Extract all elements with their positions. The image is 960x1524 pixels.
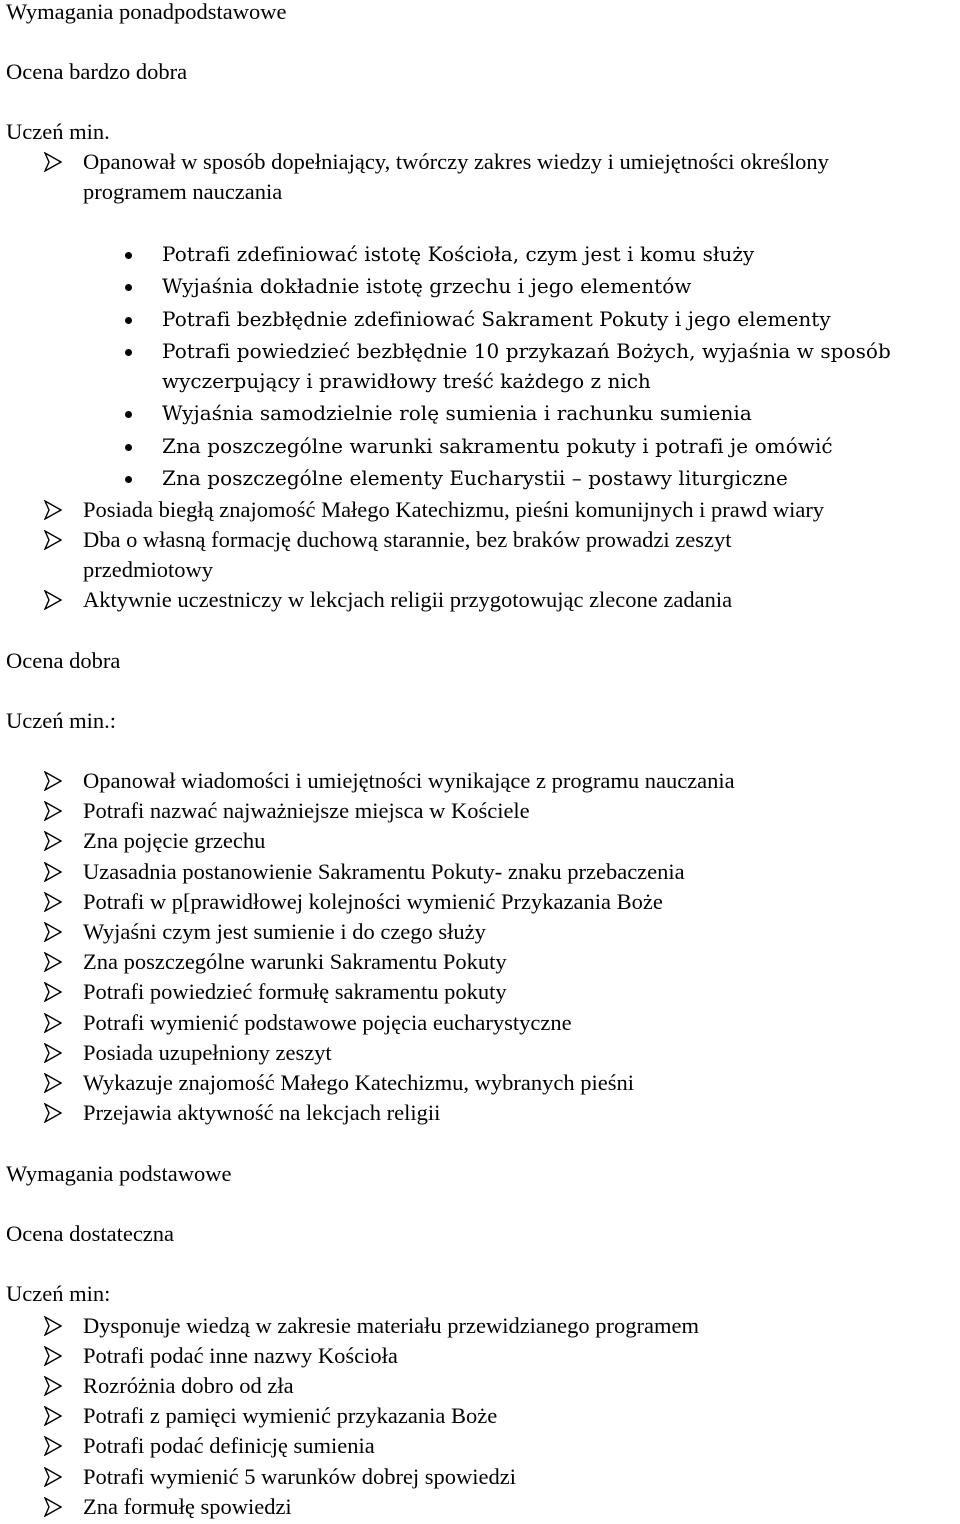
list-item-text: Wyjaśni czym jest sumienie i do czego służy [83, 919, 486, 944]
list-item-text: Zna poszczególne warunki sakramentu pokuty i potrafi je omówić [162, 434, 833, 458]
list-item-text: Przejawia aktywność na lekcjach religii [83, 1100, 441, 1126]
list-item-text: Opanował wiadomości i umiejętności wynikające z programu nauczania [83, 768, 735, 793]
arrow-bullet-icon [44, 1467, 62, 1487]
list-item-text: Potrafi wymienić 5 warunków dobrej spowiedzi [83, 1463, 517, 1489]
arrow-bullet-icon [44, 590, 62, 610]
list-item-text: Posiada biegłą znajomość Małego Katechizmu, pieśni komunijnych i prawd wiary [83, 497, 825, 522]
grade-heading: Ocena dobra [6, 648, 121, 673]
arrow-bullet-icon [44, 831, 62, 851]
student-label: Uczeń min. [6, 119, 110, 144]
list-item-text: Potrafi powiedzieć formułę sakramentu pokuty [83, 979, 507, 1005]
list-item-text: Opanował w sposób dopełniający, twórczy zakres wiedzy i umiejętności określony [83, 149, 829, 174]
arrow-bullet-icon [44, 1406, 62, 1426]
dot-bullet-icon [125, 252, 132, 259]
dot-bullet-icon [125, 349, 132, 356]
list-item-text: Aktywnie uczestniczy w lekcjach religii przygotowując zlecone zadania [83, 587, 733, 612]
list-item-text: Dysponuje wiedzą w zakresie materiału przewidzianego programem [83, 1313, 699, 1338]
list-item-text: Potrafi wymienić podstawowe pojęcia eucharystyczne [83, 1009, 572, 1035]
arrow-bullet-icon [44, 152, 62, 172]
list-item-text: Posiada uzupełniony zeszyt [83, 1039, 332, 1065]
list-item-text: Wyjaśnia dokładnie istotę grzechu i jego elementów [162, 274, 692, 298]
arrow-bullet-icon [44, 892, 62, 912]
arrow-bullet-icon [44, 1497, 62, 1517]
student-label: Uczeń min: [6, 1281, 111, 1306]
list-item-text: Zna poszczególne warunki Sakramentu Pokuty [83, 949, 507, 975]
arrow-bullet-icon [44, 801, 62, 821]
list-item-text: Potrafi powiedzieć bezbłędnie 10 przykazań Bożych, wyjaśnia w sposób [162, 339, 891, 363]
list-item-text-continued: wyczerpujący i prawidłowy treść każdego z nich [162, 369, 651, 393]
list-item-text: Potrafi z pamięci wymienić przykazania Boże [83, 1403, 498, 1429]
grade-heading: Ocena dostateczna [6, 1221, 175, 1246]
list-item-text: Uzasadnia postanowienie Sakramentu Pokuty- znaku przebaczenia [83, 858, 685, 884]
list-item-text: Zna pojęcie grzechu [83, 828, 266, 854]
dot-bullet-icon [125, 317, 132, 324]
arrow-bullet-icon [44, 1073, 62, 1093]
arrow-bullet-icon [44, 1013, 62, 1033]
list-item-text-continued: programem nauczania [83, 179, 283, 204]
arrow-bullet-icon [44, 1043, 62, 1063]
list-item-text: Dba o własną formację duchową starannie, bez braków prowadzi zeszyt [83, 527, 732, 552]
dot-bullet-icon [125, 476, 132, 483]
arrow-bullet-icon [44, 982, 62, 1002]
list-item-text: Rozróżnia dobro od zła [83, 1373, 294, 1399]
list-item-text: Potrafi bezbłędnie zdefiniować Sakrament Pokuty i jego elementy [162, 307, 831, 331]
arrow-bullet-icon [44, 862, 62, 882]
dot-bullet-icon [125, 284, 132, 291]
arrow-bullet-icon [44, 1316, 62, 1336]
arrow-bullet-icon [44, 1436, 62, 1456]
arrow-bullet-icon [44, 1376, 62, 1396]
list-item-text: Potrafi nazwać najważniejsze miejsca w Kościele [83, 798, 530, 824]
arrow-bullet-icon [44, 952, 62, 972]
student-label: Uczeń min.: [6, 708, 116, 733]
arrow-bullet-icon [44, 771, 62, 791]
dot-bullet-icon [125, 444, 132, 451]
list-item-text: Potrafi w p[prawidłowej kolejności wymienić Przykazania Boże [83, 888, 663, 914]
arrow-bullet-icon [44, 922, 62, 942]
section-heading: Wymagania podstawowe [6, 1161, 232, 1186]
list-item-text: Zna poszczególne elementy Eucharystii – postawy liturgiczne [162, 466, 788, 490]
arrow-bullet-icon [44, 1346, 62, 1366]
list-item-text: Potrafi podać inne nazwy Kościoła [83, 1343, 398, 1369]
list-item-text: Zna formułę spowiedzi [83, 1493, 292, 1519]
list-item-text: Potrafi podać definicję sumienia [83, 1433, 375, 1459]
list-item-text: Wyjaśnia samodzielnie rolę sumienia i rachunku sumienia [162, 401, 752, 425]
section-heading: Wymagania ponadpodstawowe [6, 0, 287, 24]
grade-heading: Ocena bardzo dobra [6, 59, 188, 84]
arrow-bullet-icon [44, 1103, 62, 1123]
list-item-text-continued: przedmiotowy [83, 557, 213, 582]
arrow-bullet-icon [44, 530, 62, 550]
arrow-bullet-icon [44, 500, 62, 520]
list-item-text: Potrafi zdefiniować istotę Kościoła, czym jest i komu służy [162, 242, 755, 266]
dot-bullet-icon [125, 411, 132, 418]
list-item-text: Wykazuje znajomość Małego Katechizmu, wybranych pieśni [83, 1070, 634, 1095]
